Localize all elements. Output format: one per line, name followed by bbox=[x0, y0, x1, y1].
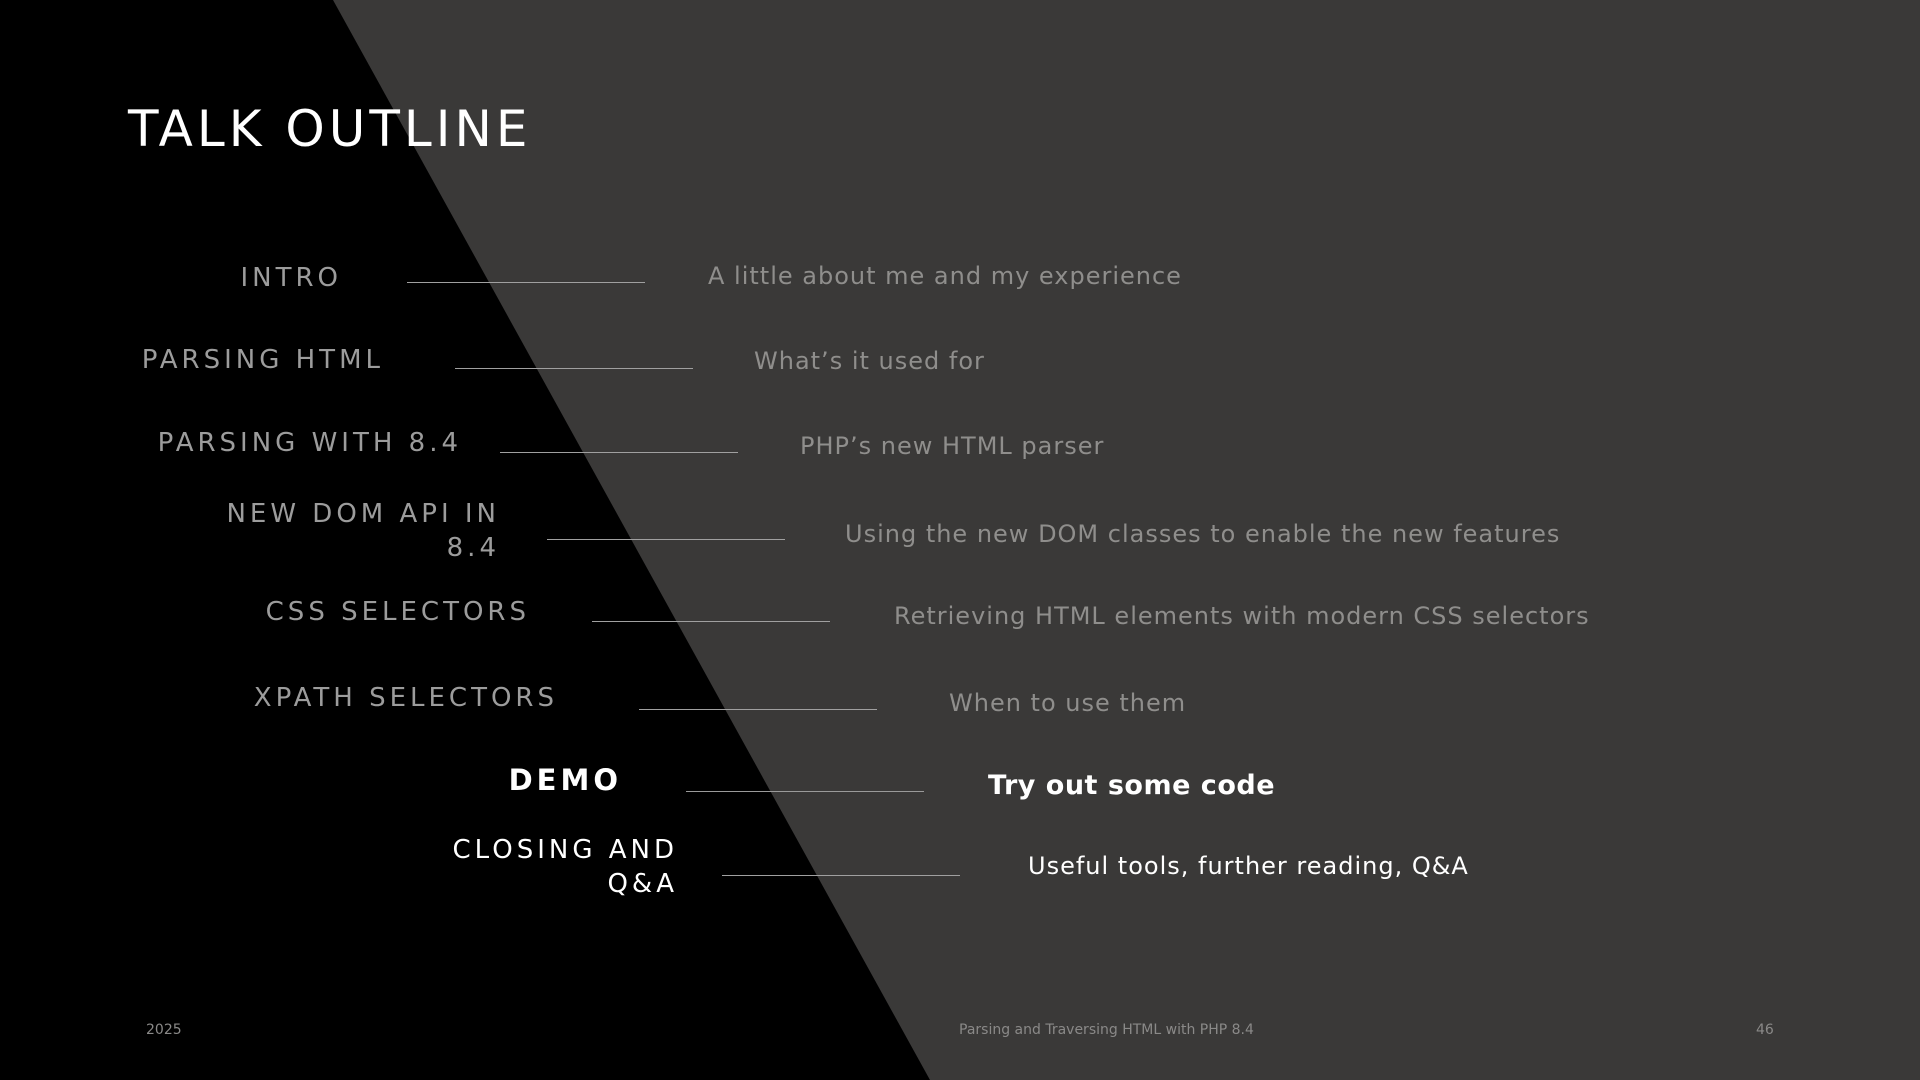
connector-line bbox=[547, 539, 785, 540]
outline-item-label: PARSING HTML bbox=[141, 345, 384, 375]
outline-item-label: NEW DOM API IN 8.4 bbox=[226, 499, 500, 563]
outline-item-label: DEMO bbox=[508, 763, 622, 797]
outline-item-description: PHP’s new HTML parser bbox=[800, 432, 1105, 460]
connector-line bbox=[592, 621, 830, 622]
connector-line bbox=[407, 282, 645, 283]
footer-page-number: 46 bbox=[1756, 1022, 1774, 1038]
outline-item-label: CLOSING AND Q&A bbox=[452, 835, 678, 899]
footer-year: 2025 bbox=[146, 1022, 182, 1038]
outline-item-description: When to use them bbox=[949, 689, 1187, 717]
outline-item-description: Try out some code bbox=[988, 770, 1276, 801]
connector-line bbox=[455, 368, 693, 369]
footer-talk-title: Parsing and Traversing HTML with PHP 8.4 bbox=[959, 1022, 1254, 1038]
outline-item-description: What’s it used for bbox=[754, 347, 985, 375]
connector-line bbox=[500, 452, 738, 453]
outline-item-label: PARSING WITH 8.4 bbox=[157, 428, 462, 458]
outline-item-description: A little about me and my experience bbox=[708, 262, 1182, 290]
outline-item-label: XPATH SELECTORS bbox=[253, 683, 558, 713]
outline-item-label: INTRO bbox=[240, 263, 342, 293]
outline-item-label: CSS SELECTORS bbox=[265, 597, 530, 627]
outline-item-description: Retrieving HTML elements with modern CSS selectors bbox=[894, 602, 1590, 630]
slide-title: TALK OUTLINE bbox=[128, 100, 532, 158]
outline-item-description: Using the new DOM classes to enable the new features bbox=[845, 520, 1561, 548]
connector-line bbox=[686, 791, 924, 792]
outline-item-description: Useful tools, further reading, Q&A bbox=[1028, 852, 1469, 880]
connector-line bbox=[639, 709, 877, 710]
connector-line bbox=[722, 875, 960, 876]
